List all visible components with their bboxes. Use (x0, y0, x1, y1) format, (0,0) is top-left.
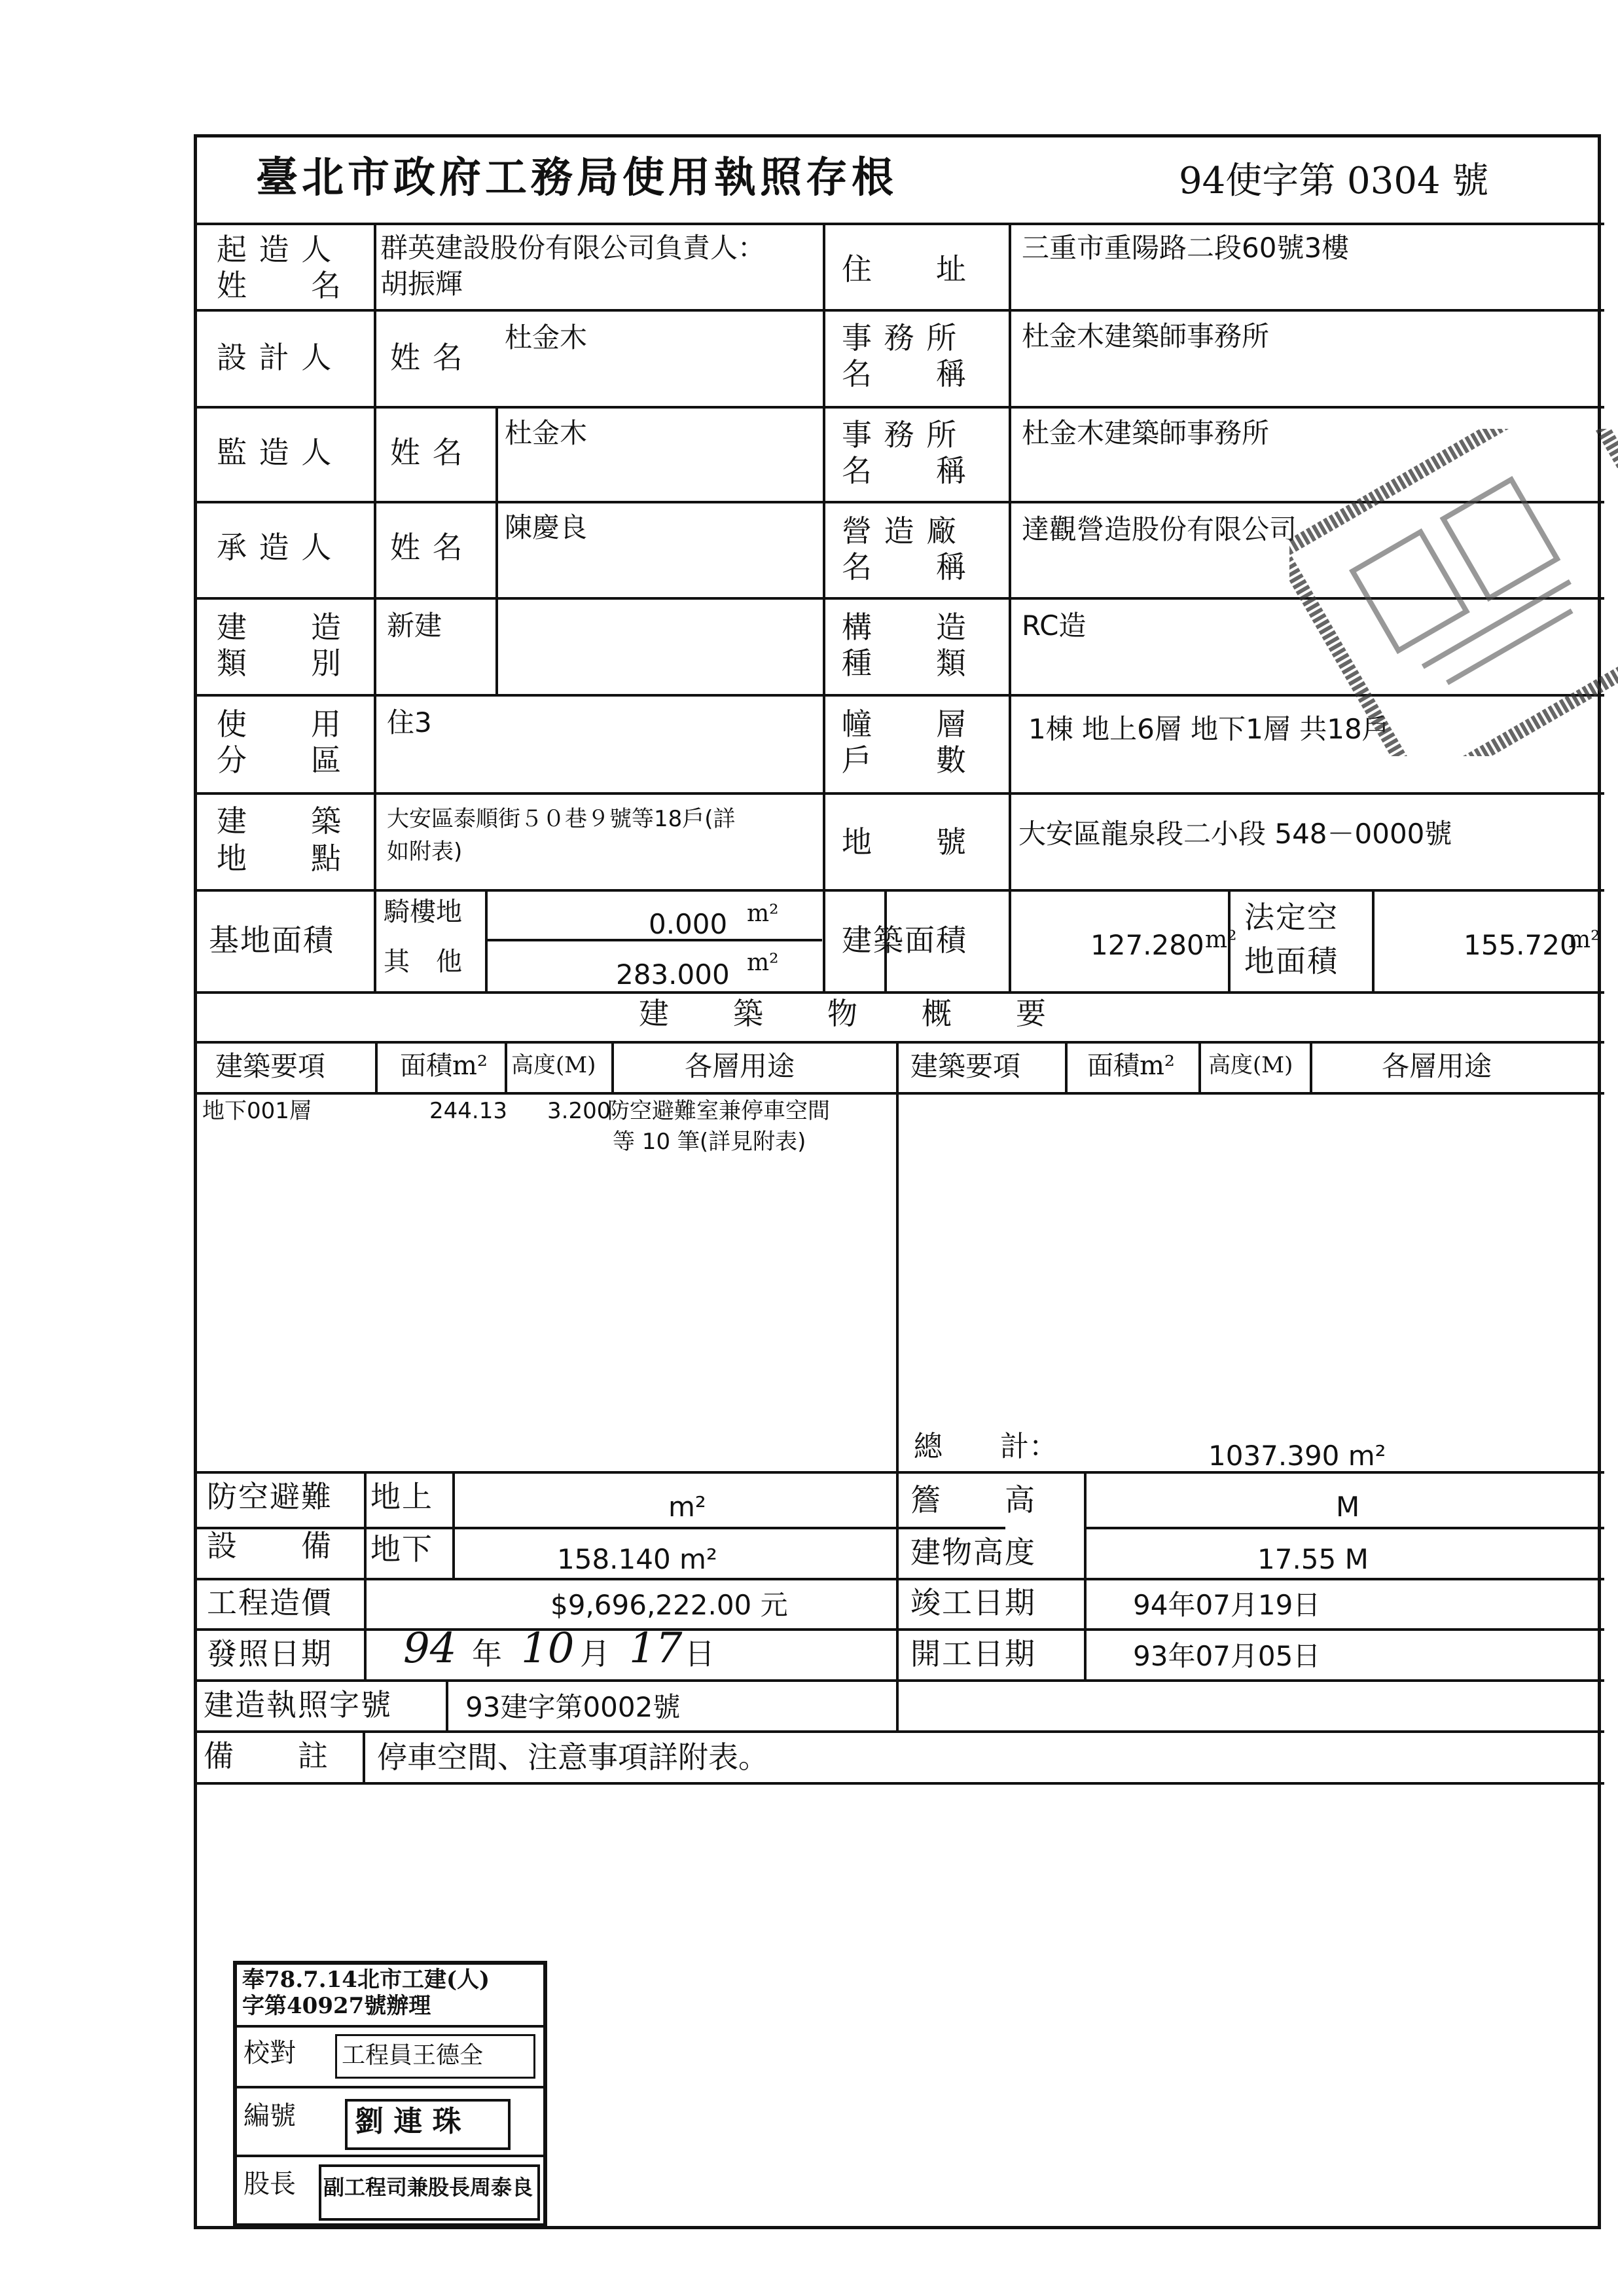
start-date-value: 93年07月05日 (1133, 1640, 1321, 1672)
entry-use: 防空避難室兼停車空間 (607, 1098, 830, 1124)
open-area: 155.720 (1464, 929, 1577, 961)
lot-value: 大安區龍泉段二小段 548－0000號 (1018, 818, 1452, 850)
approval-stamp (233, 1961, 547, 2227)
floors-label-bottom: 戶 數 (842, 742, 967, 778)
shelter-label-top: 防空避難 (207, 1479, 333, 1514)
eave-height-label: 簷 高 (910, 1482, 1036, 1518)
overview-header-6: 面積m² (1087, 1051, 1175, 1081)
structure-label-bottom: 種 類 (842, 646, 967, 681)
below-ground-value: 158.140 m² (557, 1543, 717, 1575)
structure-value: RC造 (1022, 610, 1087, 642)
issue-day-unit: 日 (685, 1636, 716, 1671)
below-ground-label: 地下 (370, 1531, 433, 1567)
other-unit: m² (747, 949, 779, 976)
arcade-area: 0.000 (649, 908, 728, 940)
builder-label-bottom: 姓 名 (217, 268, 342, 303)
permit-label: 建造執照字號 (204, 1687, 392, 1722)
overview-title: 建 築 物 概 要 (639, 996, 1047, 1031)
open-area-unit: m² (1568, 926, 1600, 953)
category-label-bottom: 類 別 (217, 646, 342, 681)
location-label-top: 建 築 (217, 803, 342, 839)
cost-value: $9,696,222.00 元 (550, 1589, 788, 1621)
designer-label: 設 計 人 (217, 340, 333, 375)
shelter-label-bottom: 設 備 (207, 1528, 333, 1563)
designer-office: 杜金木建築師事務所 (1022, 320, 1270, 352)
building-area: 127.280 (1090, 929, 1204, 961)
supervisor-office: 杜金木建築師事務所 (1022, 417, 1270, 449)
chief-label: 股長 (243, 2169, 296, 2199)
stamp-line1: 奉78.7.14北市工建(人) (242, 1967, 490, 1993)
issue-date-label: 發照日期 (207, 1636, 333, 1671)
contractor-firm: 達觀營造股份有限公司 (1022, 513, 1297, 545)
building-height-label: 建物高度 (910, 1535, 1036, 1570)
contractor-name: 陳慶良 (505, 511, 588, 543)
issue-month-unit: 月 (580, 1636, 611, 1671)
building-area-label: 建築面積 (842, 922, 967, 958)
designer-name: 杜金木 (505, 321, 588, 354)
number-signature: 劉 連 珠 (355, 2105, 461, 2138)
check-signature: 工程員王德全 (342, 2042, 484, 2069)
overview-header-8: 各層用途 (1382, 1050, 1492, 1082)
builder-label-top: 起 造 人 (217, 232, 333, 267)
contractor-name-label: 姓 名 (390, 530, 464, 565)
chief-signature: 副工程司兼股長周泰良 (323, 2175, 533, 2200)
builder-name: 群英建設股份有限公司負責人： (380, 232, 766, 264)
total-value: 1037.390 m² (1208, 1440, 1386, 1472)
designer-name-label: 姓 名 (390, 340, 464, 375)
arcade-unit: m² (747, 900, 779, 927)
zoning-value: 住3 (387, 706, 432, 738)
number-label: 編號 (243, 2101, 296, 2131)
overview-header-4: 各層用途 (685, 1050, 795, 1082)
above-ground-label: 地上 (370, 1479, 433, 1514)
stamp-line2: 字第40927號辦理 (242, 1993, 431, 2019)
supervisor-office-label-top: 事 務 所 (842, 417, 958, 452)
entry-height: 3.200 (547, 1098, 611, 1124)
other-label: 其 他 (384, 947, 462, 977)
overview-header-2: 面積m² (400, 1051, 488, 1081)
permit-value: 93建字第0002號 (465, 1691, 681, 1723)
supervisor-label: 監 造 人 (217, 435, 333, 470)
supervisor-office-label-bottom: 名 稱 (842, 453, 967, 488)
designer-office-label-top: 事 務 所 (842, 320, 958, 355)
location-label-bottom: 地 點 (217, 841, 342, 876)
above-ground-value: m² (668, 1491, 706, 1523)
contractor-firm-label-top: 營 造 廠 (842, 513, 958, 549)
supervisor-name-label: 姓 名 (390, 435, 464, 470)
category-value: 新建 (387, 610, 442, 642)
other-area: 283.000 (616, 958, 730, 991)
zoning-label-bottom: 分 區 (217, 742, 342, 778)
open-area-label-bottom: 地面積 (1244, 943, 1339, 979)
issue-day: 17 (629, 1624, 683, 1673)
eave-height-value: M (1336, 1491, 1360, 1523)
official-seal-icon (1289, 429, 1618, 756)
address-value: 三重市重陽路二段60號3樓 (1022, 232, 1350, 264)
entry-area: 244.13 (429, 1098, 507, 1124)
overview-header-7: 高度(M) (1208, 1052, 1293, 1078)
builder-representative: 胡振輝 (380, 268, 463, 300)
entry-floor: 地下001層 (202, 1098, 312, 1124)
building-height-value: 17.55 M (1257, 1543, 1369, 1575)
check-label: 校對 (243, 2038, 296, 2068)
arcade-label: 騎樓地 (384, 897, 462, 927)
remark-value: 停車空間、注意事項詳附表。 (377, 1740, 768, 1775)
document-title: 臺北市政府工務局使用執照存根 (256, 153, 897, 202)
overview-header-1: 建築要項 (215, 1050, 326, 1082)
site-area-label: 基地面積 (209, 922, 334, 958)
total-label: 總 計： (914, 1430, 1058, 1463)
completion-label: 竣工日期 (910, 1585, 1036, 1620)
issue-month: 10 (521, 1624, 575, 1673)
designer-office-label-bottom: 名 稱 (842, 356, 967, 392)
remark-label: 備 註 (204, 1738, 329, 1774)
open-area-label-top: 法定空 (1244, 900, 1339, 935)
issue-year: 94 (403, 1624, 457, 1673)
issue-year-unit: 年 (472, 1636, 503, 1671)
contractor-firm-label-bottom: 名 稱 (842, 549, 967, 585)
address-label: 住 址 (842, 251, 967, 287)
floors-value: 1棟 地上6層 地下1層 共18戶 (1028, 713, 1390, 745)
supervisor-name: 杜金木 (505, 417, 588, 449)
structure-label-top: 構 造 (842, 610, 967, 645)
completion-value: 94年07月19日 (1133, 1589, 1321, 1621)
category-label-top: 建 造 (217, 610, 342, 645)
building-area-unit: m² (1205, 926, 1237, 953)
cost-label: 工程造價 (207, 1585, 333, 1620)
lot-label: 地 號 (842, 824, 967, 860)
floors-label-top: 幢 層 (842, 706, 967, 742)
license-number: 94使字第 0304 號 (1179, 160, 1489, 202)
overview-header-5: 建築要項 (910, 1050, 1021, 1082)
location-value-cont: 如附表) (387, 839, 463, 865)
contractor-label: 承 造 人 (217, 530, 333, 565)
location-value: 大安區泰順街５０巷９號等18戶(詳 (387, 806, 736, 832)
entry-note: 等 10 筆(詳見附表) (613, 1129, 806, 1155)
start-date-label: 開工日期 (910, 1636, 1036, 1671)
overview-header-3: 高度(M) (511, 1052, 596, 1078)
zoning-label-top: 使 用 (217, 706, 342, 742)
